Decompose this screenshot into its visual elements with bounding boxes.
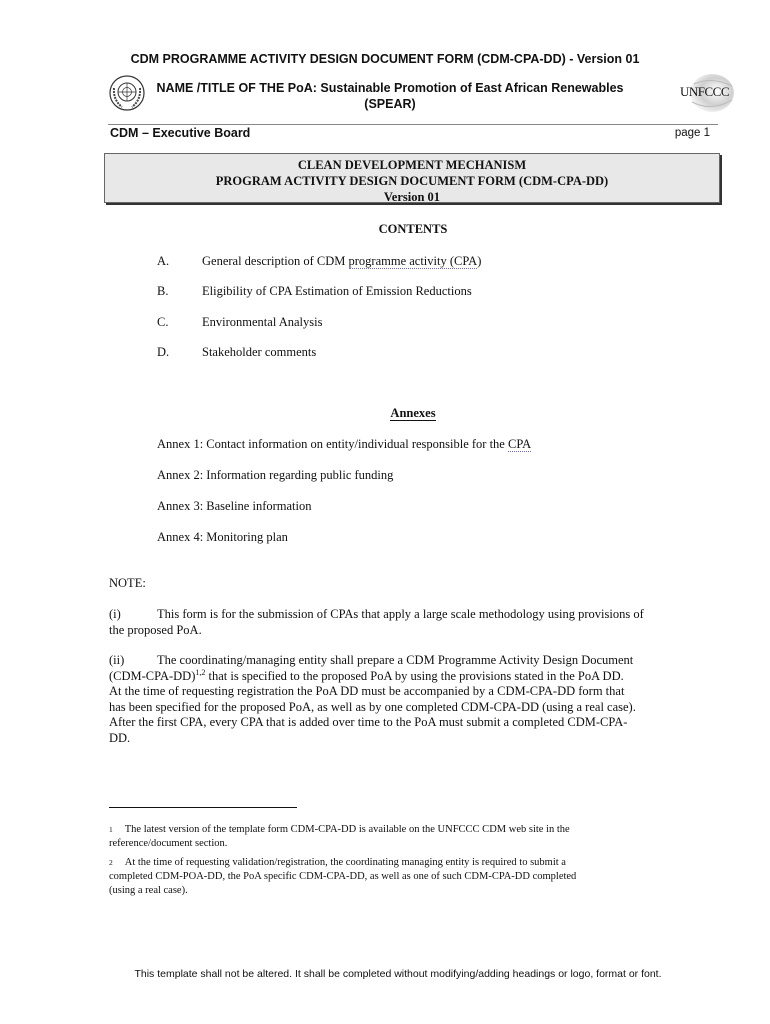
note-paragraph-2-line5: After the first CPA, every CPA that is added over time to the PoA must submit a completed CDM-CPA-	[109, 715, 628, 729]
page-footer: This template shall not be altered. It shall be completed without modifying/adding headings or logo, format or font.	[134, 968, 662, 980]
footnote-1-number: 1	[109, 825, 113, 834]
unfccc-logo-text: UNFCCC	[680, 84, 730, 99]
note-paragraph-2-line2-rest: that is specified to the proposed PoA by using the provisions stated in the PoA DD.	[205, 668, 624, 683]
footnote-2-number: 2	[109, 858, 113, 867]
footnote-1	[109, 823, 709, 851]
toc-item-c: Environmental Analysis	[202, 315, 323, 329]
contents-heading: CONTENTS	[378, 222, 448, 236]
title-box	[104, 153, 720, 203]
toc-letter-c: C.	[157, 315, 169, 329]
footnote-ref: 1,2	[195, 667, 206, 677]
footnote-1-line1: The latest version of the template form CDM-CPA-DD is available on the UNFCCC CDM web site in the	[124, 824, 570, 835]
annex-item-3: Annex 3: Baseline information	[157, 499, 312, 513]
un-emblem-icon	[108, 74, 146, 112]
footnote-1-line2: reference/document section.	[109, 838, 228, 849]
toc-item-b: Eligibility of CPA Estimation of Emission Reductions	[202, 284, 472, 298]
footnote-2	[109, 856, 709, 898]
note-paragraph-1-number: (i)	[109, 607, 121, 621]
note-paragraph-2-number: (ii)	[109, 653, 125, 667]
annex-item-4: Annex 4: Monitoring plan	[157, 530, 288, 544]
footnote-2-line1: At the time of requesting validation/registration, the coordinating managing entity is required to submit a	[124, 857, 566, 868]
annexes-heading	[0, 406, 770, 421]
note-label: NOTE:	[109, 576, 146, 590]
poa-name	[150, 80, 630, 112]
note-paragraph-2-line6: DD.	[109, 730, 131, 745]
footnote-divider	[109, 807, 297, 808]
note-paragraph-1-line1: This form is for the submission of CPAs that apply a large scale methodology using provisions of	[157, 607, 644, 621]
annex-item-1-text: Annex 1: Contact information on entity/individual responsible for the	[157, 437, 508, 451]
poa-name-line1: NAME /TITLE OF THE PoA: Sustainable Promotion of East African Renewables	[156, 81, 624, 95]
title-line2: PROGRAM ACTIVITY DESIGN DOCUMENT FORM (CDM-CPA-DD)	[215, 174, 609, 188]
note-paragraph-2-line4: has been specified for the proposed PoA, as well as by one completed CDM-CPA-DD (using a real case).	[109, 699, 636, 714]
note-paragraph-2-line2: (CDM-CPA-DD)	[109, 668, 196, 683]
poa-name-line2: (SPEAR)	[364, 97, 416, 111]
footnote-2-line3: (using a real case).	[109, 885, 188, 896]
toc-item-a-tail: )	[477, 254, 482, 268]
page-number: page 1	[674, 127, 710, 139]
toc-letter-a: A.	[157, 254, 170, 268]
footnote-2-line2: completed CDM-POA-DD, the PoA specific CDM-CPA-DD, as well as one of such CDM-CPA-DD completed	[109, 871, 577, 882]
annexes-heading-text: Annexes	[390, 406, 436, 420]
toc-item-d: Stakeholder comments	[202, 345, 317, 359]
toc-letter-d: D.	[157, 345, 170, 359]
note-paragraph-2-line1: The coordinating/managing entity shall prepare a CDM Programme Activity Design Document	[157, 653, 634, 667]
annex-item-1	[157, 437, 531, 452]
unfccc-logo	[670, 72, 740, 114]
toc-item-a	[202, 254, 481, 269]
annex-item-1-marked: CPA	[507, 437, 532, 451]
header-divider	[108, 124, 718, 125]
annex-item-2: Annex 2: Information regarding public funding	[157, 468, 394, 482]
toc-letter-b: B.	[157, 284, 169, 298]
title-line3: Version 01	[383, 190, 441, 204]
note-paragraph-2	[109, 653, 719, 746]
note-paragraph-2-line3: At the time of requesting registration the PoA DD must be accompanied by a CDM-CPA-DD form that	[109, 684, 625, 698]
note-paragraph-1-line2: the proposed PoA.	[109, 622, 202, 637]
toc-item-a-marked: programme activity (CPA	[348, 254, 478, 268]
toc-item-a-text: General description of CDM	[202, 254, 349, 268]
note-paragraph-1	[109, 607, 719, 638]
executive-board-label: CDM – Executive Board	[110, 126, 251, 140]
title-line1: CLEAN DEVELOPMENT MECHANISM	[297, 158, 527, 172]
form-title: CDM PROGRAMME ACTIVITY DESIGN DOCUMENT FORM (CDM-CPA-DD) - Version 01	[130, 52, 640, 66]
